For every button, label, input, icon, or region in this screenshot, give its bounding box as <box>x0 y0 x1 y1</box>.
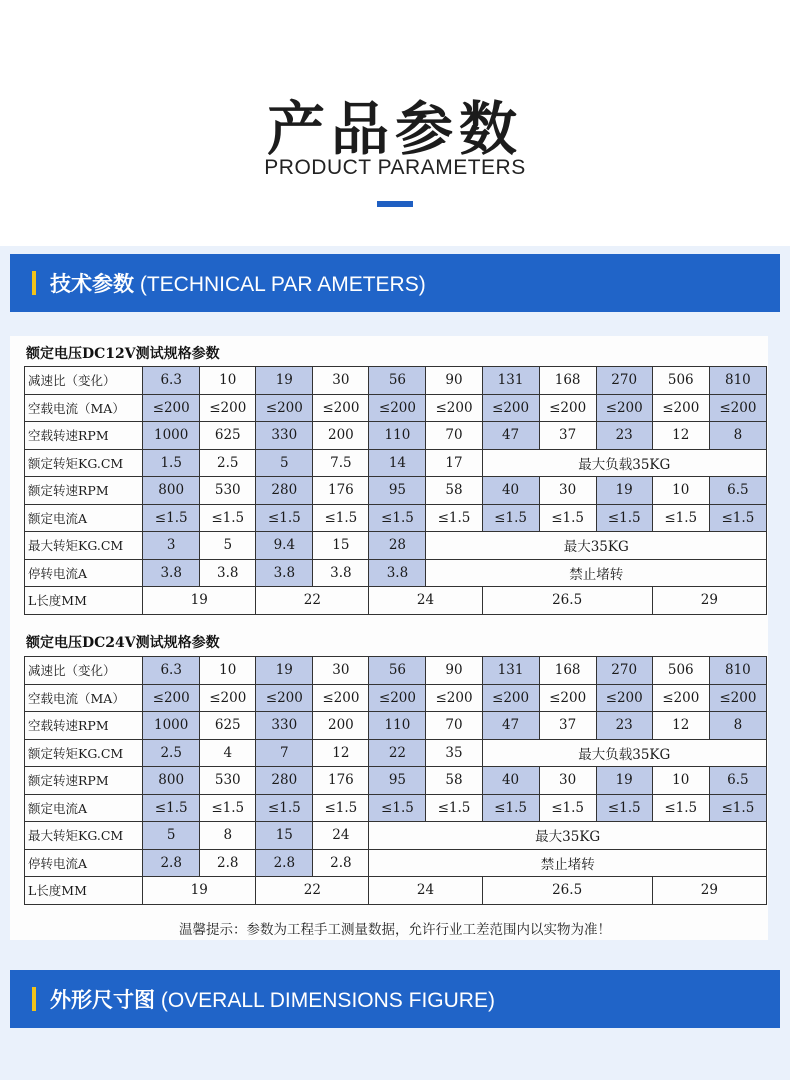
title-underline <box>377 201 413 207</box>
row-label: 停转电流A <box>25 559 143 587</box>
table-cell: 110 <box>369 712 426 740</box>
table-cell: 6.5 <box>709 767 766 795</box>
table-cell: 1000 <box>143 422 200 450</box>
table-cell: ≤1.5 <box>709 504 766 532</box>
row-label: 空载电流（MA） <box>25 684 143 712</box>
table-cell: 810 <box>709 657 766 685</box>
row-label: 最大转矩KG.CM <box>25 822 143 850</box>
table-cell: ≤200 <box>652 684 709 712</box>
table-cell: 56 <box>369 657 426 685</box>
table-row <box>25 587 767 615</box>
table-cell: 29 <box>652 587 766 615</box>
table-cell: 23 <box>596 712 652 740</box>
dc12v-spec-table <box>24 366 767 615</box>
table-cell: 270 <box>596 657 652 685</box>
table-cell: ≤200 <box>313 394 369 422</box>
table-cell: 800 <box>143 767 200 795</box>
table-cell: 3 <box>143 532 200 560</box>
table-cell: ≤200 <box>256 394 313 422</box>
table-cell: 40 <box>482 477 539 505</box>
table-cell: 22 <box>256 877 369 905</box>
table-cell: 1000 <box>143 712 200 740</box>
table-cell: 10 <box>200 367 256 395</box>
table-cell: 24 <box>313 822 369 850</box>
table-cell: 506 <box>652 657 709 685</box>
table-row <box>25 367 767 395</box>
table-cell: 9.4 <box>256 532 313 560</box>
table-cell: 37 <box>539 712 596 740</box>
row-label: 停转电流A <box>25 849 143 877</box>
table-row <box>25 684 767 712</box>
dc24v-spec-table <box>24 656 767 905</box>
dc24v-table-title: 额定电压DC24V测试规格参数 <box>26 635 220 651</box>
merged-cell: 禁止堵转 <box>426 559 767 587</box>
table-cell: ≤200 <box>482 394 539 422</box>
page-subtitle: PRODUCT PARAMETERS <box>264 156 526 179</box>
table-cell: ≤200 <box>143 684 200 712</box>
table-cell: ≤200 <box>652 394 709 422</box>
table-cell: 530 <box>200 767 256 795</box>
table-cell: 3.8 <box>200 559 256 587</box>
table-cell: 17 <box>426 449 482 477</box>
table-cell: ≤1.5 <box>482 794 539 822</box>
table-cell: 95 <box>369 767 426 795</box>
table-cell: 810 <box>709 367 766 395</box>
table-cell: ≤200 <box>256 684 313 712</box>
section-title-en: (TECHNICAL PAR AMETERS) <box>139 273 426 296</box>
table-cell: ≤1.5 <box>256 504 313 532</box>
table-cell: ≤1.5 <box>539 504 596 532</box>
table-cell: 10 <box>652 767 709 795</box>
table-cell: 15 <box>256 822 313 850</box>
merged-cell: 最大负载35KG <box>482 449 766 477</box>
table-cell: 24 <box>369 587 482 615</box>
table-cell: 26.5 <box>482 877 652 905</box>
table-cell: ≤200 <box>596 684 652 712</box>
row-label: 减速比（变化） <box>25 657 143 685</box>
table-cell: ≤1.5 <box>200 504 256 532</box>
row-label: 额定电流A <box>25 504 143 532</box>
table-row <box>25 849 767 877</box>
table-row <box>25 877 767 905</box>
table-cell: 2.8 <box>143 849 200 877</box>
section-title-en: (OVERALL DIMENSIONS FIGURE) <box>160 989 495 1012</box>
table-cell: 3.8 <box>369 559 426 587</box>
table-row <box>25 794 767 822</box>
table-cell: 3.8 <box>256 559 313 587</box>
table-row <box>25 532 767 560</box>
overall-dimensions-title <box>50 984 495 1014</box>
table-cell: 131 <box>482 657 539 685</box>
table-cell: 58 <box>426 477 482 505</box>
table-cell: ≤1.5 <box>596 794 652 822</box>
row-label: 最大转矩KG.CM <box>25 532 143 560</box>
table-cell: ≤200 <box>200 394 256 422</box>
table-row <box>25 712 767 740</box>
table-cell: 3.8 <box>313 559 369 587</box>
table-cell: 6.5 <box>709 477 766 505</box>
table-cell: 14 <box>369 449 426 477</box>
table-cell: ≤1.5 <box>426 504 482 532</box>
page-title: 产品参数 <box>266 95 523 163</box>
section-title-cn: 技术参数 <box>50 272 134 296</box>
table-cell: 56 <box>369 367 426 395</box>
table-cell: 23 <box>596 422 652 450</box>
row-label: 额定转速RPM <box>25 477 143 505</box>
table-cell: 58 <box>426 767 482 795</box>
table-cell: 625 <box>200 712 256 740</box>
merged-cell: 最大负载35KG <box>482 739 766 767</box>
table-cell: ≤200 <box>313 684 369 712</box>
table-cell: 7 <box>256 739 313 767</box>
table-cell: ≤1.5 <box>596 504 652 532</box>
hero <box>0 0 790 246</box>
table-cell: 12 <box>652 712 709 740</box>
table-cell: ≤1.5 <box>313 794 369 822</box>
table-cell: ≤1.5 <box>369 794 426 822</box>
table-cell: 5 <box>200 532 256 560</box>
table-cell: 1.5 <box>143 449 200 477</box>
table-cell: 47 <box>482 422 539 450</box>
table-cell: 37 <box>539 422 596 450</box>
table-row <box>25 657 767 685</box>
table-cell: 8 <box>200 822 256 850</box>
table-cell: 12 <box>313 739 369 767</box>
table-cell: 2.8 <box>200 849 256 877</box>
row-label: 空载电流（MA） <box>25 394 143 422</box>
table-cell: 7.5 <box>313 449 369 477</box>
table-cell: 47 <box>482 712 539 740</box>
table-cell: ≤1.5 <box>313 504 369 532</box>
table-cell: 24 <box>369 877 482 905</box>
table-cell: 12 <box>652 422 709 450</box>
table-cell: 800 <box>143 477 200 505</box>
dc12v-table-title: 额定电压DC12V测试规格参数 <box>26 346 220 362</box>
table-cell: ≤200 <box>369 394 426 422</box>
table-cell: ≤200 <box>426 684 482 712</box>
table-cell: ≤200 <box>200 684 256 712</box>
table-cell: 168 <box>539 367 596 395</box>
table-cell: ≤1.5 <box>143 794 200 822</box>
table-cell: ≤200 <box>426 394 482 422</box>
table-cell: ≤200 <box>539 394 596 422</box>
table-row <box>25 739 767 767</box>
table-cell: 3.8 <box>143 559 200 587</box>
table-cell: ≤200 <box>709 394 766 422</box>
table-cell: 625 <box>200 422 256 450</box>
table-cell: 19 <box>596 767 652 795</box>
table-row <box>25 504 767 532</box>
table-cell: 6.3 <box>143 367 200 395</box>
row-label: 减速比（变化） <box>25 367 143 395</box>
table-row <box>25 449 767 477</box>
overall-dimensions-header <box>10 970 780 1028</box>
section-marker <box>32 271 36 295</box>
table-cell: 29 <box>652 877 766 905</box>
table-cell: 200 <box>313 422 369 450</box>
table-cell: 19 <box>256 657 313 685</box>
table-cell: 280 <box>256 767 313 795</box>
technical-parameters-title <box>50 268 426 298</box>
table-cell: 506 <box>652 367 709 395</box>
table-cell: ≤1.5 <box>143 504 200 532</box>
table-row <box>25 822 767 850</box>
table-cell: 4 <box>200 739 256 767</box>
table-cell: ≤200 <box>369 684 426 712</box>
table-cell: 22 <box>369 739 426 767</box>
table-cell: 5 <box>256 449 313 477</box>
merged-cell: 最大35KG <box>369 822 767 850</box>
table-cell: 10 <box>200 657 256 685</box>
table-cell: ≤1.5 <box>426 794 482 822</box>
measurement-note: 温馨提示：参数为工程手工测量数据，允许行业工差范围内以实物为准！ <box>179 922 611 938</box>
row-label: 空载转速RPM <box>25 712 143 740</box>
table-row <box>25 394 767 422</box>
table-cell: ≤1.5 <box>709 794 766 822</box>
merged-cell: 最大35KG <box>426 532 767 560</box>
table-cell: 19 <box>143 587 256 615</box>
table-cell: 95 <box>369 477 426 505</box>
row-label: 额定转矩KG.CM <box>25 739 143 767</box>
table-cell: 2.5 <box>143 739 200 767</box>
table-cell: 22 <box>256 587 369 615</box>
table-cell: 40 <box>482 767 539 795</box>
table-cell: ≤1.5 <box>482 504 539 532</box>
table-cell: 30 <box>313 657 369 685</box>
table-cell: 90 <box>426 657 482 685</box>
table-cell: 30 <box>313 367 369 395</box>
table-cell: ≤200 <box>539 684 596 712</box>
row-label: L长度MM <box>25 587 143 615</box>
merged-cell: 禁止堵转 <box>369 849 767 877</box>
table-row <box>25 767 767 795</box>
table-cell: ≤1.5 <box>652 504 709 532</box>
table-cell: 8 <box>709 422 766 450</box>
table-cell: 90 <box>426 367 482 395</box>
table-cell: 70 <box>426 422 482 450</box>
table-cell: 19 <box>596 477 652 505</box>
table-cell: 176 <box>313 477 369 505</box>
table-cell: 28 <box>369 532 426 560</box>
table-cell: ≤1.5 <box>200 794 256 822</box>
table-row <box>25 559 767 587</box>
table-row <box>25 477 767 505</box>
table-cell: 200 <box>313 712 369 740</box>
table-cell: 35 <box>426 739 482 767</box>
table-cell: 8 <box>709 712 766 740</box>
table-row <box>25 422 767 450</box>
table-cell: 110 <box>369 422 426 450</box>
table-cell: 70 <box>426 712 482 740</box>
table-cell: 30 <box>539 477 596 505</box>
table-cell: 330 <box>256 712 313 740</box>
section-title-cn: 外形尺寸图 <box>50 988 155 1012</box>
table-cell: 530 <box>200 477 256 505</box>
section-marker <box>32 987 36 1011</box>
table-cell: 176 <box>313 767 369 795</box>
table-cell: ≤200 <box>143 394 200 422</box>
table-cell: 2.5 <box>200 449 256 477</box>
table-cell: 168 <box>539 657 596 685</box>
table-cell: 131 <box>482 367 539 395</box>
table-cell: ≤1.5 <box>256 794 313 822</box>
table-cell: 26.5 <box>482 587 652 615</box>
table-cell: ≤200 <box>482 684 539 712</box>
table-cell: ≤1.5 <box>652 794 709 822</box>
table-cell: 330 <box>256 422 313 450</box>
row-label: 额定电流A <box>25 794 143 822</box>
table-cell: ≤200 <box>596 394 652 422</box>
table-cell: 5 <box>143 822 200 850</box>
table-cell: 280 <box>256 477 313 505</box>
table-cell: 15 <box>313 532 369 560</box>
table-cell: 10 <box>652 477 709 505</box>
table-cell: ≤200 <box>709 684 766 712</box>
table-cell: ≤1.5 <box>369 504 426 532</box>
row-label: 空载转速RPM <box>25 422 143 450</box>
table-cell: 19 <box>143 877 256 905</box>
table-cell: 19 <box>256 367 313 395</box>
row-label: 额定转矩KG.CM <box>25 449 143 477</box>
technical-parameters-header <box>10 254 780 312</box>
table-cell: 2.8 <box>313 849 369 877</box>
table-cell: 6.3 <box>143 657 200 685</box>
row-label: 额定转速RPM <box>25 767 143 795</box>
table-cell: ≤1.5 <box>539 794 596 822</box>
table-cell: 30 <box>539 767 596 795</box>
table-cell: 270 <box>596 367 652 395</box>
table-cell: 2.8 <box>256 849 313 877</box>
row-label: L长度MM <box>25 877 143 905</box>
